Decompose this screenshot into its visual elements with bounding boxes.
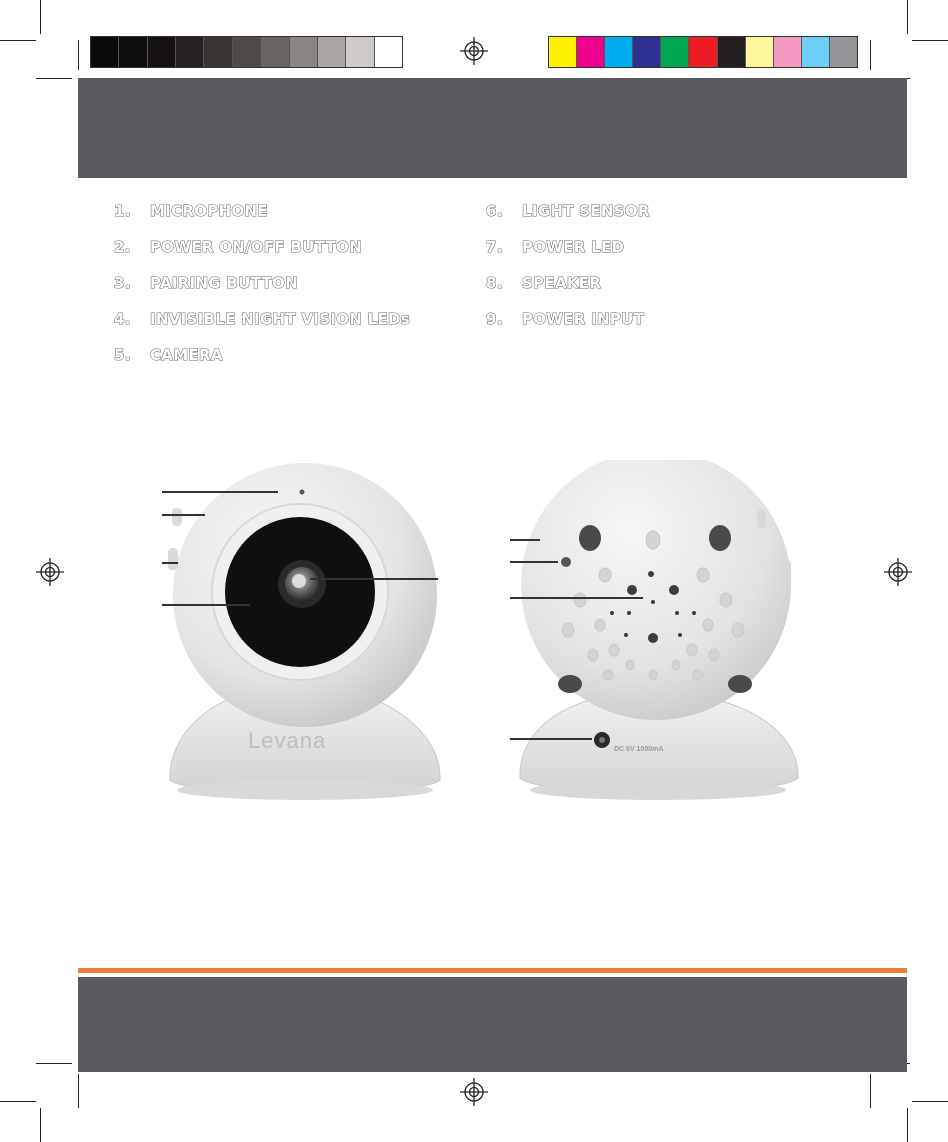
part-number: 1. (114, 202, 131, 220)
crop-mark-top-left-v (40, 0, 41, 34)
part-label: SPEAKER (522, 274, 602, 292)
grayscale-color-bar (90, 36, 403, 68)
part-number: 5. (114, 346, 131, 364)
crop-mark-bottom-right-h2 (912, 1101, 948, 1102)
part-number: 4. (114, 310, 131, 328)
part-number: 7. (486, 238, 503, 256)
part-item-8 (486, 272, 601, 294)
crop-mark-bottom-right-v2 (907, 1108, 908, 1142)
color-swatch (318, 37, 346, 67)
color-swatch (633, 37, 661, 67)
part-item-3 (114, 272, 298, 294)
part-item-1 (114, 200, 268, 222)
part-label: POWER LED (522, 238, 625, 256)
power-input-label: DC 5V 1000mA (614, 746, 664, 753)
color-swatch (689, 37, 717, 67)
part-label: INVISIBLE NIGHT VISION LEDs (150, 310, 411, 328)
part-label: LIGHT SENSOR (522, 202, 650, 220)
part-item-2 (114, 236, 362, 258)
crop-mark-top-left-v2 (78, 40, 79, 70)
part-label: CAMERA (150, 346, 223, 364)
color-swatch (290, 37, 318, 67)
registration-mark-top-icon (460, 37, 488, 65)
footer-band (78, 977, 907, 1072)
crop-mark-top-right-v2 (870, 40, 871, 70)
color-swatch (204, 37, 232, 67)
part-number: 6. (486, 202, 503, 220)
crop-mark-top-left-h2 (36, 78, 72, 79)
part-label: POWER INPUT (522, 310, 645, 328)
color-swatch (577, 37, 605, 67)
part-number: 3. (114, 274, 131, 292)
color-swatch (375, 37, 402, 67)
color-swatch (91, 37, 119, 67)
process-color-bar (548, 36, 858, 68)
color-swatch (549, 37, 577, 67)
color-swatch (119, 37, 147, 67)
crop-mark-bottom-left-h2 (0, 1101, 36, 1102)
part-number: 8. (486, 274, 503, 292)
part-label: MICROPHONE (150, 202, 268, 220)
registration-mark-right-icon (884, 558, 912, 586)
part-label: PAIRING BUTTON (150, 274, 298, 292)
camera-rear-view (508, 460, 808, 810)
crop-mark-bottom-right-v (870, 1074, 871, 1108)
accent-rule (78, 968, 907, 973)
color-swatch (605, 37, 633, 67)
color-swatch (774, 37, 802, 67)
part-item-9 (486, 308, 644, 330)
crop-mark-top-right-h (912, 40, 948, 41)
crop-mark-bottom-left-v2 (40, 1108, 41, 1142)
color-swatch (661, 37, 689, 67)
registration-mark-left-icon (36, 558, 64, 586)
part-item-6 (486, 200, 650, 222)
brand-logo: Levana (248, 728, 327, 753)
color-swatch (802, 37, 830, 67)
crop-mark-bottom-left-h (36, 1063, 72, 1064)
part-item-5 (114, 344, 223, 366)
color-swatch (830, 37, 857, 67)
part-item-7 (486, 236, 624, 258)
header-band (78, 78, 907, 178)
camera-front-view (150, 460, 460, 810)
color-swatch (718, 37, 746, 67)
part-number: 9. (486, 310, 503, 328)
crop-mark-bottom-left-v (78, 1074, 79, 1108)
crop-mark-top-right-v (907, 0, 908, 34)
color-swatch (176, 37, 204, 67)
color-swatch (148, 37, 176, 67)
crop-mark-top-left-h (0, 40, 36, 41)
part-label: POWER ON/OFF BUTTON (150, 238, 362, 256)
part-number: 2. (114, 238, 131, 256)
registration-mark-bottom-icon (460, 1078, 488, 1106)
color-swatch (261, 37, 289, 67)
part-item-4 (114, 308, 410, 330)
color-swatch (746, 37, 774, 67)
color-swatch (346, 37, 374, 67)
color-swatch (233, 37, 261, 67)
